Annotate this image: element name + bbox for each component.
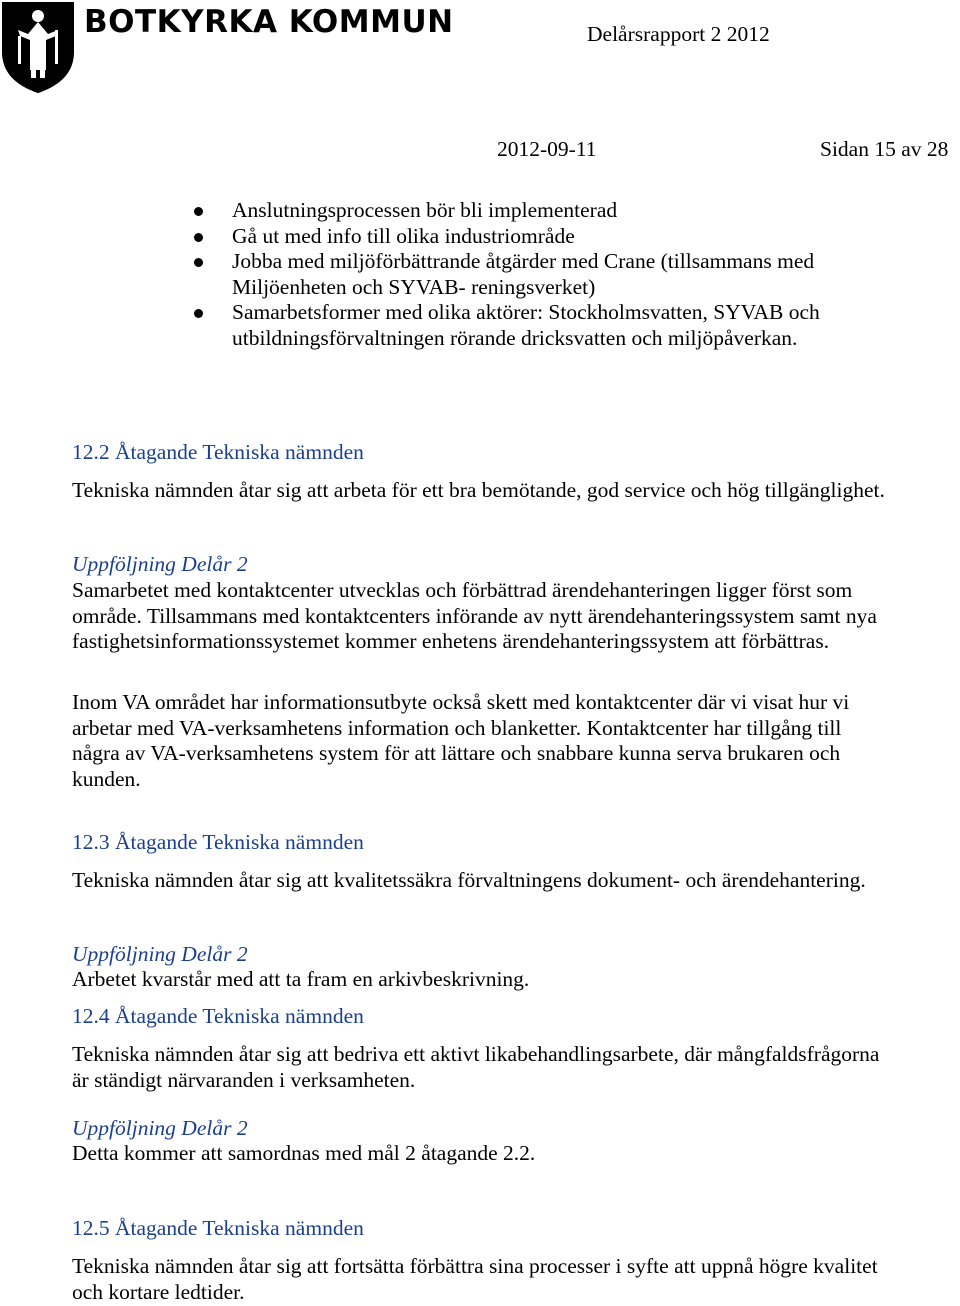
section-heading: 12.5 Åtagande Tekniska nämnden [72,1216,364,1240]
bullet-icon [194,233,203,242]
organization-name: BOTKYRKA KOMMUN [84,4,454,40]
section-heading: 12.3 Åtagande Tekniska nämnden [72,830,364,854]
bullet-icon [194,258,203,267]
followup-paragraph: Arbetet kvarstår med att ta fram en arkivbeskrivning. [72,967,530,991]
section-heading: 12.2 Åtagande Tekniska nämnden [72,440,364,464]
followup-paragraph: Samarbetet med kontaktcenter utvecklas och förbättrad ärendehanteringen ligger först som område. Tillsammans med kontaktcenters införande av nytt ärendehanteringssystem samt nya fastighetsinformationssystemet kommer enhetens ärendehanteringssystem att förbättras. [72,578,877,654]
followup-label: Uppföljning Delår 2 [72,1116,248,1140]
section-body: Tekniska nämnden åtar sig att bedriva ett aktivt likabehandlingsarbete, där mångfaldsfrågorna är ständigt närvaranden i verksamheten. [72,1042,880,1092]
page-number: Sidan 15 av 28 [820,137,949,161]
followup-label: Uppföljning Delår 2 [72,942,248,966]
list-item: Jobba med miljöförbättrande åtgärder med Crane (tillsammans med Miljöenheten och SYVAB- reningsverket) [194,249,874,300]
list-item: Samarbetsformer med olika aktörer: Stockholmsvatten, SYVAB och utbildningsförvaltningen rörande dricksvatten och miljöpåverkan. [194,300,874,351]
list-item: Gå ut med info till olika industriområde [194,224,874,250]
section-body: Tekniska nämnden åtar sig att arbeta för ett bra bemötande, god service och hög tillgänglighet. [72,478,885,502]
followup-label: Uppföljning Delår 2 [72,552,248,576]
bullet-icon [194,309,203,318]
section-body: Tekniska nämnden åtar sig att kvalitetssäkra förvaltningens dokument- och ärendehantering. [72,868,866,892]
report-title: Delårsrapport 2 2012 [587,22,770,46]
followup-paragraph: Inom VA området har informationsutbyte också skett med kontaktcenter där vi visat hur vi arbetar med VA-verksamhetens information och blanketter. Kontaktcenter har tillgång till några av VA-verksamhetens system för att lättare och snabbare kunna serva brukaren och kunden. [72,690,850,791]
bullet-icon [194,207,203,216]
report-date: 2012-09-11 [497,137,597,161]
municipality-coat-of-arms-logo [0,0,76,94]
section-heading: 12.4 Åtagande Tekniska nämnden [72,1004,364,1028]
followup-paragraph: Detta kommer att samordnas med mål 2 åtagande 2.2. [72,1141,536,1165]
list-item: Anslutningsprocessen bör bli implementerad [194,198,874,224]
bullet-list [194,198,874,352]
section-body: Tekniska nämnden åtar sig att fortsätta förbättra sina processer i syfte att uppnå högre kvalitet och kortare ledtider. [72,1254,878,1304]
